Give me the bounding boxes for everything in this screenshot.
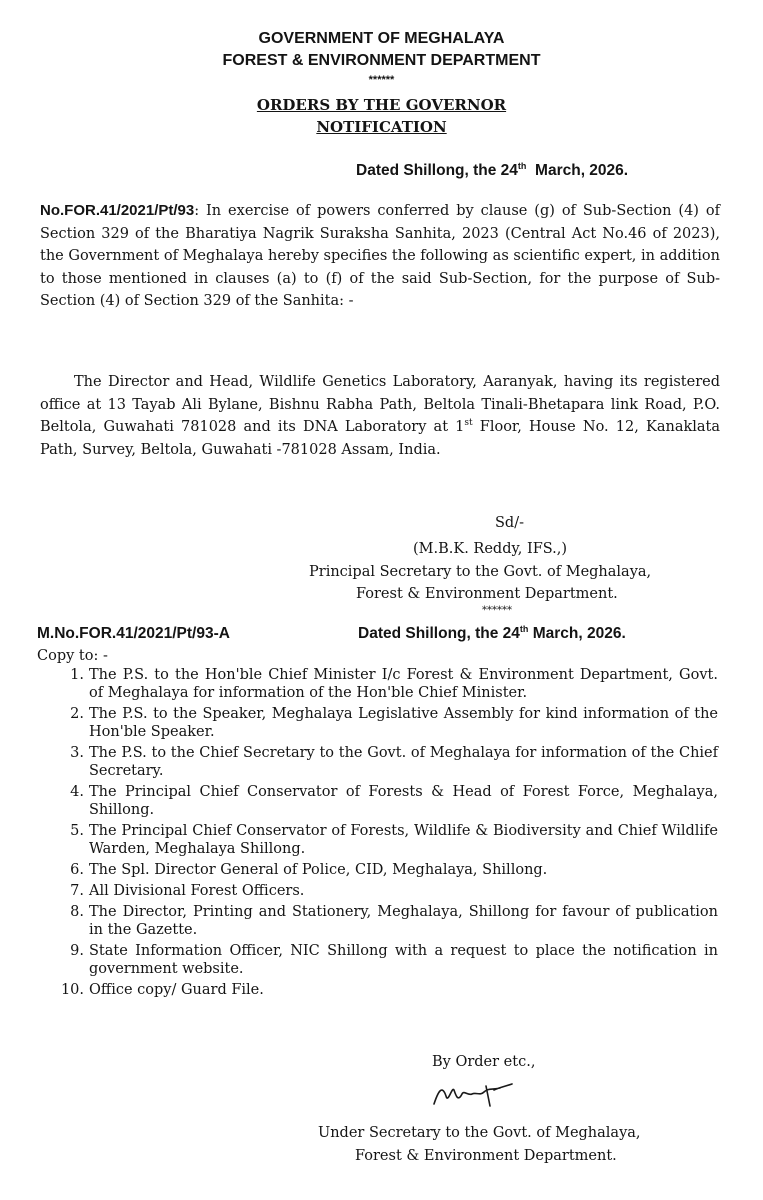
under-secretary-designation-2: Forest & Environment Department.: [355, 1148, 617, 1164]
memo-date: Dated Shillong, the 24th March, 2026.: [358, 623, 626, 642]
notification-body: : In exercise of powers conferred by clause (g) of Sub-Section (4) of Section 329 of the Bharatiya Nagrik Suraksha Sanhita, 2023 (Central Act No.46 of 2023), the Government of Meghalaya hereby specifies the following as scientific expert, in addition to those mentioned in clauses (a) to (f) of the said Sub-Section, for the purpose of Sub-Section (4) of Section 329 of the Sanhita: -: [40, 203, 720, 309]
signatory-name: (M.B.K. Reddy, IFS.,): [413, 541, 568, 557]
list-item: 4. The Principal Chief Conservator of Forests & Head of Forest Force, Meghalaya, Shillong.: [70, 784, 718, 818]
by-order-text: By Order etc.,: [432, 1054, 536, 1070]
department-heading: FOREST & ENVIRONMENT DEPARTMENT: [222, 52, 541, 69]
sd-mark: Sd/-: [495, 515, 524, 531]
expert-paragraph: The Director and Head, Wildlife Genetics Laboratory, Aaranyak, having its registered office at 13 Tayab Ali Bylane, Bishnu Rabha Path, Beltola Tinali-Bhetapara link Road, P.O. Beltola, Guwahati 781028 and its DNA Laboratory at 1st Floor, House No. 12, Kanaklata Path, Survey, Beltola, Guwahati -781028 Assam, India.: [40, 374, 720, 458]
notification-heading: NOTIFICATION: [316, 118, 447, 136]
notification-paragraph: [40, 200, 720, 313]
notification-date: Dated Shillong, the 24th March, 2026.: [356, 160, 629, 179]
list-item: 5. The Principal Chief Conservator of Forests, Wildlife & Biodiversity and Chief Wildlife Warden, Meghalaya Shillong.: [70, 823, 718, 857]
notification-number: No.FOR.41/2021/Pt/93: [40, 202, 195, 219]
copy-to-label: Copy to: -: [37, 648, 108, 664]
list-item: 10. Office copy/ Guard File.: [60, 982, 264, 998]
list-item: 6. The Spl. Director General of Police, CID, Meghalaya, Shillong.: [70, 862, 548, 878]
government-heading: GOVERNMENT OF MEGHALAYA: [258, 30, 505, 47]
orders-heading: ORDERS BY THE GOVERNOR: [256, 96, 507, 114]
under-secretary-designation-1: Under Secretary to the Govt. of Meghalaya,: [318, 1125, 641, 1141]
list-item: 2. The P.S. to the Speaker, Meghalaya Legislative Assembly for kind information of the Hon'ble Speaker.: [70, 706, 718, 740]
list-item: 7. All Divisional Forest Officers.: [70, 883, 305, 899]
list-item: 8. The Director, Printing and Stationery, Meghalaya, Shillong for favour of publication in the Gazette.: [70, 904, 718, 938]
handwritten-signature: [428, 1076, 518, 1114]
signatory-designation-2: Forest & Environment Department.: [356, 586, 618, 602]
list-item: 9. State Information Officer, NIC Shillong with a request to place the notification in government website.: [70, 943, 718, 977]
signature-stars: ******: [482, 605, 512, 616]
list-item: 1. The P.S. to the Hon'ble Chief Minister I/c Forest & Environment Department, Govt. of Meghalaya for information of the Hon'ble Chief Minister.: [70, 667, 718, 701]
copy-list: [38, 666, 718, 999]
signatory-designation-1: Principal Secretary to the Govt. of Meghalaya,: [309, 564, 652, 580]
header-stars: ******: [368, 74, 395, 86]
list-item: 3. The P.S. to the Chief Secretary to the Govt. of Meghalaya for information of the Chief Secretary.: [70, 745, 718, 779]
memo-number: M.No.FOR.41/2021/Pt/93-A: [37, 625, 230, 642]
